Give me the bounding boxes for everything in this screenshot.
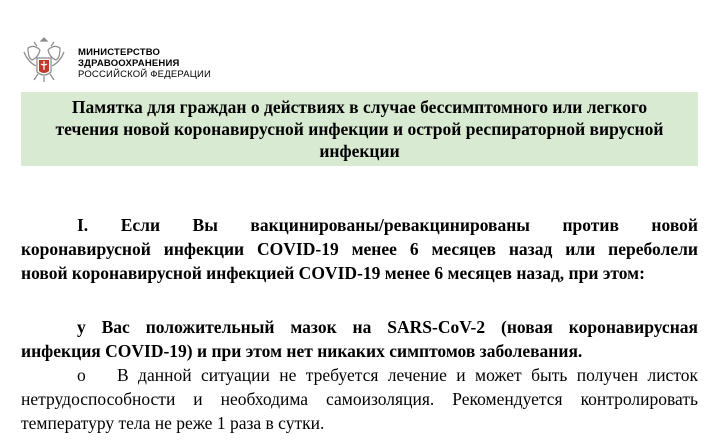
section2-line2: инфекция COVID-19) и при этом нет никаких симптомов заболевания. <box>21 341 583 361</box>
section1-line3: новой коронавирусной инфекцией COVID-19 менее 6 месяцев назад, при этом: <box>21 263 645 283</box>
section3-line3: температуру тела не реже 1 раза в сутки. <box>21 413 325 433</box>
section3-line1: В данной ситуации не требуется лечение и может быть получен листок <box>117 365 698 385</box>
document-title <box>21 96 698 162</box>
section-2-condition <box>21 315 698 363</box>
ministry-name <box>78 47 211 80</box>
section-3-recommendation <box>21 363 698 435</box>
title-line2: течения новой коронавирусной инфекции и острой респираторной вирусной <box>55 119 664 139</box>
section1-line2: коронавирусной инфекции COVID-19 менее 6 месяцев назад или переболели <box>21 239 698 259</box>
bullet-marker: o <box>77 365 86 385</box>
title-line1: Памятка для граждан о действиях в случае бессимптомного или легкого <box>71 97 648 117</box>
org-line2: ЗДРАВООХРАНЕНИЯ <box>78 58 180 69</box>
double-headed-eagle-emblem-icon <box>20 34 68 84</box>
org-line1: МИНИСТЕРСТВО <box>78 47 161 58</box>
section-1-heading <box>21 213 698 285</box>
title-line3: инфекции <box>319 141 400 161</box>
ministry-header <box>20 34 320 84</box>
section1-line1: I. Если Вы вакцинированы/ревакцинированы против новой <box>77 215 698 235</box>
section3-first-line <box>21 363 698 387</box>
section2-line1: у Вас положительный мазок на SARS-CoV-2 (новая коронавирусная <box>77 317 698 337</box>
org-line3: РОССИЙСКОЙ ФЕДЕРАЦИИ <box>78 69 212 80</box>
title-banner <box>21 92 698 166</box>
section3-line2: нетрудоспособности и необходима самоизоляция. Рекомендуется контролировать <box>21 389 698 409</box>
